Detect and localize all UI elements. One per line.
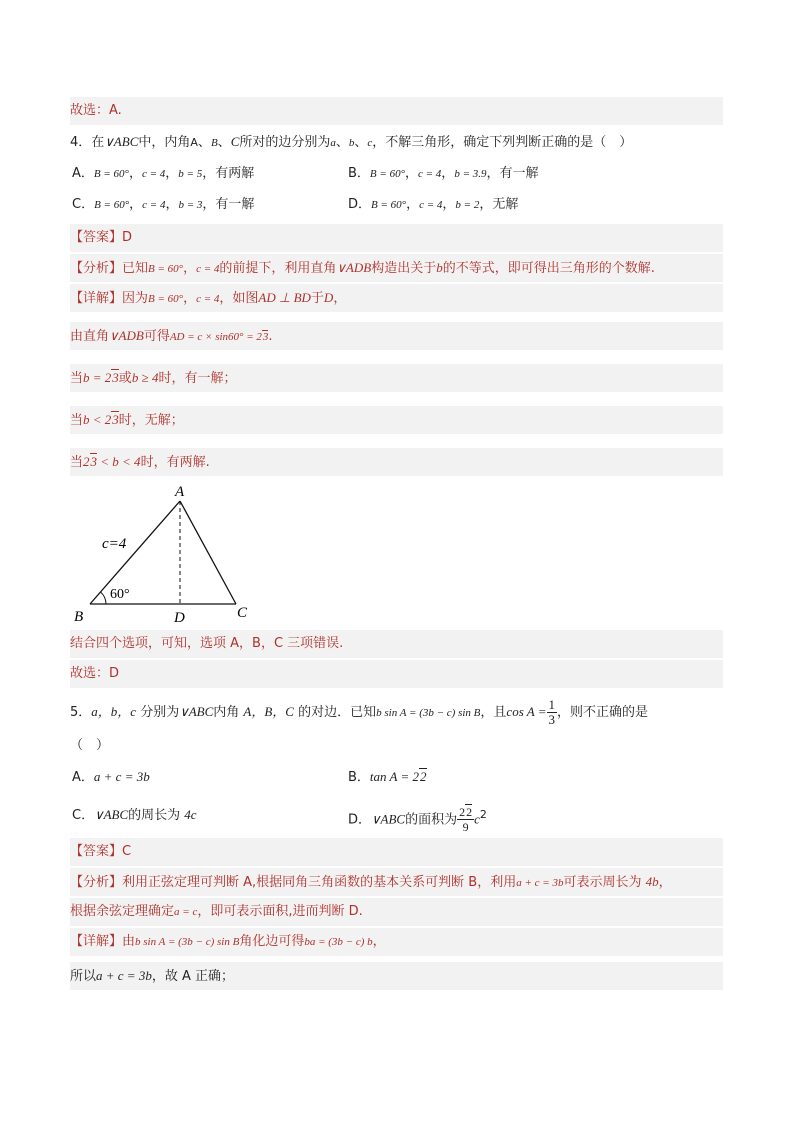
answer-tag: 【答案】 [70, 844, 123, 859]
analysis-text: ， [183, 261, 197, 276]
frac-den: 3 [548, 712, 555, 727]
analysis-math: a = c [174, 906, 198, 918]
q5-last-line [70, 962, 723, 990]
q4-triangle: ∨ABC [104, 134, 139, 149]
detail-text: . [268, 329, 273, 344]
q4-sep: 、 [197, 135, 211, 150]
detail-math: b ≥ 4 [131, 370, 159, 385]
option-comma: ， [406, 197, 420, 212]
option-cond: B = 60° [94, 199, 130, 211]
option-label: D． [348, 812, 372, 828]
option-label: C． [72, 808, 95, 823]
analysis-math: 4b [645, 874, 659, 889]
option-cond: B = 60° [369, 168, 405, 180]
analysis-tag: 【分析】 [70, 875, 123, 890]
option-label: A． [72, 166, 94, 181]
q5-option-b[interactable] [348, 764, 427, 790]
option-exponent: 2 [479, 808, 487, 821]
option-cond: B = 60° [371, 199, 407, 211]
option-cond: B = 60° [93, 168, 129, 180]
label-a: A [175, 484, 185, 500]
analysis-text: 根据余弦定理确定 [70, 904, 175, 919]
option-label: A． [72, 770, 94, 785]
q4-sep: 、 [335, 135, 349, 150]
option-math: 4c [184, 807, 197, 822]
q5-analysis-line-2 [70, 898, 723, 926]
q5-option-a[interactable] [72, 764, 150, 790]
detail-text: 当 [70, 455, 84, 470]
sqrt-radicand: 3 [112, 370, 119, 385]
option-c: c = 4 [419, 199, 443, 211]
q5-math: ∨ABC [179, 704, 214, 719]
q4-final-line [70, 660, 723, 688]
detail-text: 当 [70, 413, 84, 428]
q5-answer-line [70, 838, 723, 866]
option-b: b = 5 [178, 168, 203, 180]
option-result: ，有一解 [486, 166, 539, 181]
detail-math: 2 [83, 454, 90, 469]
sqrt-radicand: 2 [420, 769, 427, 784]
detail-text: 角化边可得 [239, 934, 305, 949]
detail-text: ， [183, 291, 197, 306]
q4-detail-line-3 [70, 364, 723, 392]
option-c: c = 4 [141, 168, 166, 180]
detail-text: ，如图 [219, 291, 259, 306]
option-math: ∨ABC [371, 811, 406, 827]
label-angle: 60° [110, 587, 130, 602]
q4-detail-line [70, 284, 723, 312]
option-comma: ， [441, 166, 455, 181]
q4-sep: 、 [354, 135, 368, 150]
option-result: ，有一解 [202, 197, 255, 212]
q5-number: 5． [70, 705, 92, 720]
q4-option-d[interactable] [348, 192, 518, 218]
analysis-text: 利用正弦定理可判断 A,根据同角三角函数的基本关系可判断 B，利用 [122, 875, 517, 890]
analysis-math: b [436, 260, 443, 275]
q4-side-a: a [330, 137, 336, 149]
detail-text: ， [333, 291, 347, 306]
q4-option-b[interactable] [348, 161, 539, 187]
option-comma: ， [165, 166, 179, 181]
analysis-math: B = 60° [148, 263, 184, 275]
detail-tag: 【详解】 [70, 934, 123, 949]
option-b: b = 3 [178, 199, 203, 211]
detail-math: AD = c × sin60° = 2 [169, 331, 262, 343]
q5-math: cos A = [506, 704, 547, 719]
q4-analysis-line [70, 254, 723, 282]
q5-stem [70, 696, 723, 728]
q4-detail-line-2 [70, 322, 723, 350]
detail-tag: 【详解】 [70, 291, 123, 306]
q4-angle-c: C [230, 134, 240, 149]
q5-text: 内角 [213, 705, 244, 720]
detail-math: D [323, 290, 334, 305]
detail-text: 可得 [143, 329, 170, 344]
detail-text: 由 [122, 934, 136, 949]
q4-angle-a: A [190, 136, 198, 149]
option-result: ，无解 [479, 197, 519, 212]
detail-math: ba = (3b − c) b [304, 936, 373, 948]
analysis-math: c = 4 [196, 263, 220, 275]
q4-text: 在 [91, 135, 105, 150]
angle-arc [101, 592, 107, 604]
q5-paren-line [70, 732, 723, 760]
analysis-text: ，即可表示面积,进而判断 D. [197, 904, 363, 919]
q5-math: A，B，C [243, 704, 294, 719]
q4-option-a[interactable] [72, 161, 254, 187]
option-b: b = 2 [455, 199, 480, 211]
q4-detail-line-5 [70, 448, 723, 476]
analysis-text: 已知 [122, 261, 149, 276]
detail-text: 时，有一解； [158, 371, 237, 386]
detail-text: 或 [118, 371, 132, 386]
q4-answer-line [70, 224, 723, 252]
q4-detail-line-4 [70, 406, 723, 434]
option-result: ，有两解 [202, 166, 255, 181]
analysis-text: 可表示周长为 [563, 875, 646, 890]
q4-sep: 、 [217, 135, 231, 150]
detail-text: 时，无解； [118, 413, 184, 428]
analysis-math: a + c = 3b [516, 877, 564, 889]
q4-option-c[interactable] [72, 192, 254, 218]
analysis-text: 的不等式，即可得出三角形的个数解. [442, 261, 655, 276]
triangle-figure [72, 483, 252, 625]
sqrt-radicand: 2 [466, 805, 473, 820]
frac-den: 9 [462, 820, 469, 835]
option-text: 的周长为 [128, 808, 185, 823]
analysis-text: 构造出关于 [371, 261, 437, 276]
sqrt-radicand: 3 [112, 412, 119, 427]
detail-math: b < 2 [83, 412, 112, 427]
detail-math: ∨ADB [109, 328, 144, 343]
option-math: a + c = 3b [93, 769, 150, 784]
triangle-diagram [72, 483, 252, 625]
detail-text: 因为 [122, 291, 149, 306]
fraction-area [457, 805, 474, 834]
option-c: c = 4 [417, 168, 442, 180]
prev-answer-line [70, 97, 723, 125]
detail-math: c = 4 [196, 293, 220, 305]
q5-analysis-line [70, 868, 723, 896]
sqrt-radicand: 3 [90, 454, 98, 469]
option-comma: ， [442, 197, 456, 212]
sqrt-radicand: 3 [262, 331, 269, 343]
label-d: D [174, 610, 185, 625]
frac-num: 1 [548, 697, 555, 712]
q5-option-d[interactable] [348, 796, 487, 834]
q4-side-b: b [348, 137, 355, 149]
q4-angle-b: B [210, 137, 218, 149]
q5-text: ，且 [480, 705, 507, 720]
detail-text: 当 [70, 371, 84, 386]
analysis-text: 的前提下，利用直角 [219, 261, 337, 276]
detail-math: b sin A = (3b − c) sin B [135, 936, 240, 948]
option-text: 的面积为 [405, 812, 458, 828]
detail-math: a + c = 3b [96, 968, 152, 983]
q5-math: a，b，c [91, 704, 137, 719]
q4-conclusion-line [70, 630, 723, 658]
answer-tag: 【答案】 [70, 230, 123, 245]
q4-stem [70, 128, 723, 156]
detail-math: b = 2 [83, 370, 112, 385]
q5-detail-line [70, 928, 723, 956]
answer-value: D [122, 230, 133, 245]
detail-text: 时，有两解. [140, 455, 210, 470]
label-c: C [237, 605, 248, 621]
q4-number: 4． [70, 135, 92, 150]
label-b: B [74, 609, 84, 625]
q4-text: 中，内角 [138, 135, 191, 150]
option-c: c = 4 [142, 199, 166, 211]
analysis-math: ∨ADB [336, 260, 372, 275]
option-label: B． [348, 770, 370, 785]
final-answer: 故选：D [70, 666, 120, 681]
detail-text: 于 [310, 291, 324, 306]
q4-side-c: c [367, 137, 373, 149]
q5-text: 分别为 [136, 705, 180, 720]
option-comma: ， [129, 197, 143, 212]
option-math: tan A = 2 [369, 769, 420, 784]
detail-text: ， [372, 934, 386, 949]
option-label: D． [348, 197, 372, 212]
analysis-text: ， [658, 875, 672, 890]
detail-text: ，故 A 正确； [151, 969, 235, 984]
q4-text: ，不解三角形，确定下列判断正确的是（ ） [372, 135, 633, 150]
option-math: ∨ABC [94, 807, 129, 822]
analysis-tag: 【分析】 [70, 261, 123, 276]
option-label: C． [72, 197, 95, 212]
q5-option-c[interactable] [72, 802, 197, 828]
detail-math: < b < 4 [97, 454, 141, 469]
detail-math: B = 60° [148, 293, 184, 305]
option-comma: ， [165, 197, 179, 212]
option-label: B． [348, 166, 370, 181]
fraction-one-third [547, 698, 558, 727]
prev-answer: 故选：A. [70, 103, 122, 118]
detail-text: 由直角 [70, 329, 110, 344]
side-ac [180, 501, 236, 604]
side-ab [90, 501, 180, 604]
option-b: b = 3.9 [454, 168, 487, 180]
detail-math: AD ⊥ BD [258, 290, 311, 305]
q4-text: 所对的边分别为 [239, 135, 331, 150]
answer-value: C [122, 844, 132, 859]
q5-math: b sin A = (3b − c) sin B [376, 707, 481, 719]
detail-text: 所以 [70, 969, 97, 984]
frac-num: 2 [459, 805, 466, 820]
option-math: c [474, 811, 480, 827]
option-comma: ， [128, 166, 142, 181]
q5-text: ，则不正确的是 [557, 705, 649, 720]
q5-text: 的对边．已知 [293, 705, 377, 720]
q5-paren: （ ） [70, 738, 110, 753]
label-side-c: c=4 [102, 536, 127, 552]
conclusion-text: 结合四个选项，可知，选项 A，B，C 三项错误. [70, 636, 344, 651]
option-comma: ， [404, 166, 418, 181]
